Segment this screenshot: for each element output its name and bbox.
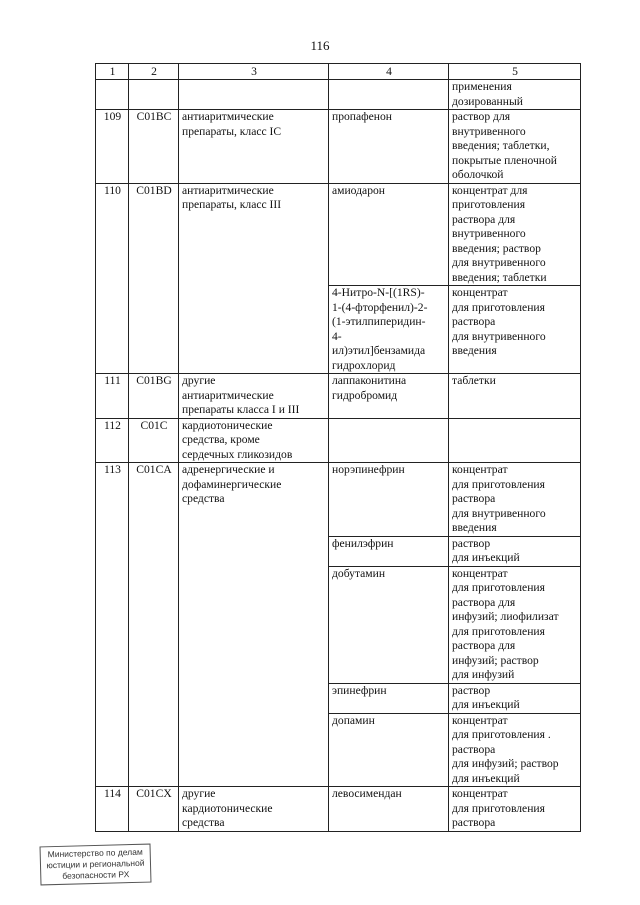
dosage-form: применения дозированный — [449, 80, 581, 110]
dosage-form: концентрат для приготовления . раствора для инфузий; раствор для инъекций — [449, 713, 581, 787]
table-row — [96, 418, 581, 463]
column-header: 1 — [96, 64, 129, 80]
dosage-form: таблетки — [449, 374, 581, 419]
column-header: 5 — [449, 64, 581, 80]
substance-name: допамин — [329, 713, 449, 787]
dosage-form — [449, 418, 581, 463]
column-header: 3 — [179, 64, 329, 80]
substance-name — [329, 418, 449, 463]
dosage-form: раствор для внутривенного введения; таблетки, покрытые пленочной оболочкой — [449, 110, 581, 184]
group-name: адренергические и дофаминергические средства — [179, 463, 329, 787]
row-number: 112 — [96, 418, 129, 463]
ministry-stamp: Министерство по делам юстиции и региональной безопасности РХ — [40, 844, 152, 886]
table-row — [96, 80, 581, 110]
row-number: 110 — [96, 183, 129, 374]
substance-name: левосимендан — [329, 787, 449, 832]
column-header: 2 — [129, 64, 179, 80]
group-name — [179, 80, 329, 110]
substance-name: норэпинефрин — [329, 463, 449, 537]
group-name: другие кардиотонические средства — [179, 787, 329, 832]
substance-name — [329, 80, 449, 110]
substance-name: амиодарон — [329, 183, 449, 286]
row-number — [96, 80, 129, 110]
table-row — [96, 183, 581, 286]
page-number: 116 — [310, 38, 330, 53]
dosage-form: раствор для инъекций — [449, 536, 581, 566]
dosage-form: концентрат для приготовления раствора для внутривенного введения — [449, 286, 581, 374]
column-numbers-row — [96, 64, 581, 80]
atc-code: C01BD — [129, 183, 179, 374]
group-name: антиаритмические препараты, класс IC — [179, 110, 329, 184]
table-row — [96, 374, 581, 419]
group-name: другие антиаритмические препараты класса I и III — [179, 374, 329, 419]
dosage-form: концентрат для приготовления раствора для инфузий; лиофилизат для приготовления раствора для инфузий; раствор для инфузий — [449, 566, 581, 683]
substance-name: лаппаконитина гидробромид — [329, 374, 449, 419]
group-name: антиаритмические препараты, класс III — [179, 183, 329, 374]
column-header: 4 — [329, 64, 449, 80]
substance-name: эпинефрин — [329, 683, 449, 713]
row-number: 113 — [96, 463, 129, 787]
atc-code: C01CA — [129, 463, 179, 787]
substance-name: добутамин — [329, 566, 449, 683]
group-name: кардиотонические средства, кроме сердечных гликозидов — [179, 418, 329, 463]
dosage-form: концентрат для приготовления раствора для внутривенного введения — [449, 463, 581, 537]
dosage-form: раствор для инъекций — [449, 683, 581, 713]
dosage-form: концентрат для приготовления раствора для внутривенного введения; раствор для внутривенного введения; таблетки — [449, 183, 581, 286]
table-row — [96, 787, 581, 832]
atc-code: C01CX — [129, 787, 179, 832]
table-row — [96, 463, 581, 537]
substance-name: 4-Нитро-N-[(1RS)- 1-(4-фторфенил)-2- (1-этилпиперидин- 4- ил)этил]бензамида гидрохлорид — [329, 286, 449, 374]
dosage-form: концентрат для приготовления раствора — [449, 787, 581, 832]
atc-code: C01BC — [129, 110, 179, 184]
row-number: 114 — [96, 787, 129, 832]
atc-code — [129, 80, 179, 110]
substance-name: пропафенон — [329, 110, 449, 184]
substance-name: фенилэфрин — [329, 536, 449, 566]
row-number: 111 — [96, 374, 129, 419]
atc-code: C01C — [129, 418, 179, 463]
atc-code: C01BG — [129, 374, 179, 419]
medicines-table — [95, 63, 581, 832]
table-row — [96, 110, 581, 184]
row-number: 109 — [96, 110, 129, 184]
